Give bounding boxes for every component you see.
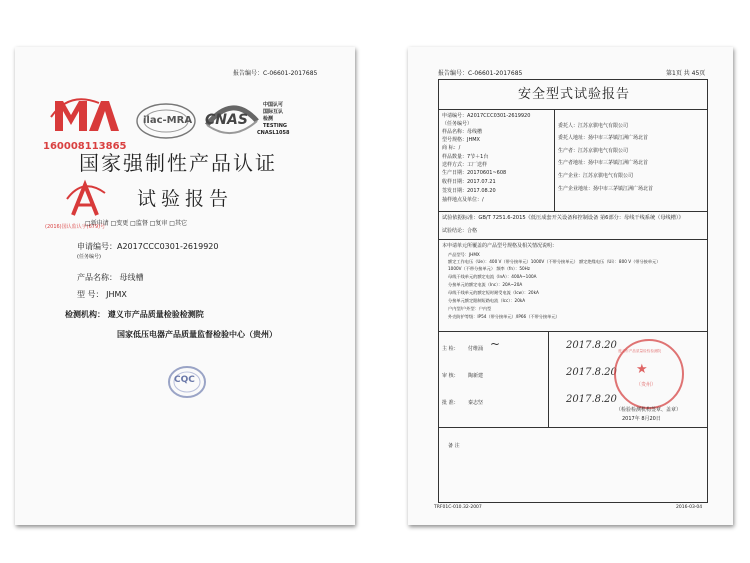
scope-divider [438, 331, 707, 332]
footer-left: TRF01C-010.32-2007 [434, 505, 482, 510]
left-field: 收样日期：2017.07.21 [442, 179, 496, 185]
cover-subtitle: 试验报告 [137, 188, 234, 210]
right-field: 生产企业：江苏京骐电气有限公司 [558, 173, 634, 179]
ilac-label: ilac-MRA [143, 115, 193, 126]
sig-name: 秦志坚 [468, 400, 484, 406]
cal-logo [63, 179, 109, 221]
cover-page [15, 47, 355, 525]
stamp-label: （检验检测机构签章、盖章） [616, 407, 682, 413]
signature-divider [438, 427, 707, 428]
cnas-text-2: 国际互认 [263, 109, 284, 115]
left-field: 样品数量：7节＋1台 [442, 154, 489, 160]
cnas-text-3: 检测 [263, 116, 274, 122]
footer-right: 2016-03-04 [676, 505, 703, 510]
cover-agency: 检测机构： 遵义市产品质量检验检测院 [65, 310, 204, 319]
cnas-number: CNASL1058 [257, 130, 290, 136]
cover-product-name: 产品名称： 母线槽 [77, 273, 144, 282]
sig-date: 2017.8.20 [566, 394, 617, 405]
left-field: 申请编号：A2017CCC0301-2619920 [442, 113, 531, 119]
scope-line: 额定工作电压（Ue）：400 V（带分接单元）1000V（不带分接单元） 额定绝缘电压（Ui）：800 V（带分接单元） [448, 259, 661, 264]
scope-line: 母线干线单元的额定短时耐受电流（Icw）：20kA [448, 290, 539, 295]
right-field: 委托人地址：扬中市三茅镇江洲广场北首 [558, 135, 649, 141]
report-page [408, 47, 733, 525]
stamp-date: 2017年 8月20日 [622, 416, 661, 422]
stamp-star-icon: ★ [636, 362, 648, 377]
left-field: 抽样地点及单位：/ [442, 197, 484, 203]
left-field: 样品名称：母线槽 [442, 129, 483, 135]
cma-logo [49, 97, 121, 139]
report-number: 报告编号：C-06601-2017685 [438, 70, 523, 77]
conclusion-divider [438, 239, 707, 240]
checkbox-row: □新申请 □变更 □监督 □复审 □其它 [85, 220, 187, 227]
cover-app-number: 申请编号：A2017CCC0301-2619920 [77, 242, 219, 251]
test-conclusion: 试验结论：合格 [442, 228, 478, 234]
cover-title: 国家强制性产品认证 [79, 151, 277, 175]
cqc-label: CQC [174, 375, 195, 385]
scope-title: 本申请单元所覆盖的产品型号规格及相关情况说明： [442, 243, 558, 249]
stamp-sub: （贵州） [636, 382, 657, 388]
sig-role: 审 核： [442, 373, 459, 379]
sig-name: 陶新建 [468, 373, 484, 379]
remarks-label: 备 注 [448, 443, 460, 449]
cnas-text-4: TESTING [263, 123, 287, 129]
cover-task-number: (任务编号) [77, 254, 101, 260]
scope-line: 分接单元的额定电流（Inc）：20A~20A [448, 282, 523, 287]
sig-name: 付维涌 [468, 346, 484, 352]
scope-line: 母线干线单元的额定电流（InA）：400A~100A [448, 274, 537, 279]
scope-line: 外壳防护等级：IP54（带分接单元）/IP66（不带分接单元） [448, 314, 560, 319]
right-field: 委托人：江苏京骐电气有限公司 [558, 123, 629, 129]
left-field: 签发日期：2017.08.20 [442, 188, 496, 194]
report-title: 安全型式试验报告 [518, 87, 631, 102]
scope-line: 1000V（不带分接单元） 频率（fn）：50Hz [448, 266, 530, 271]
stamp-text: 遵义市产品质量检验检测院 [618, 349, 662, 353]
cma-number: 160008113865 [43, 141, 127, 152]
scope-line: 分接单元额定限制短路电流（Icc）：20kA [448, 298, 526, 303]
info-divider [438, 211, 707, 212]
signature-column-divider [548, 331, 549, 427]
right-field: 生产企业地址：扬中市三茅镇江洲广场北首 [558, 186, 654, 192]
cover-model: 型 号： JHMX [77, 290, 127, 299]
cover-center: 国家低压电器产品质量监督检验中心（贵州） [117, 330, 277, 339]
sig-date: 2017.8.20 [566, 367, 617, 378]
scope-line: 户内型/户外型：户内型 [448, 306, 492, 311]
page-number: 第1页 共 45页 [666, 70, 706, 77]
cnas-text-1: 中国认可 [263, 102, 284, 108]
right-field: 生产者：江苏京骐电气有限公司 [558, 148, 629, 154]
signature-1: ~ [490, 337, 501, 351]
left-field: （任务编号） [442, 121, 473, 127]
left-field: 生产日期：20170601~608 [442, 170, 507, 176]
cal-number: (2016)国认监认字(679)号 [45, 224, 106, 230]
sig-role: 批 准： [442, 400, 459, 406]
left-field: 送样方式：工厂送样 [442, 162, 488, 168]
left-field: 型号规格：JHMX [442, 137, 480, 143]
cover-report-number: 报告编号：C-06601-2017685 [233, 70, 318, 77]
sig-role: 主 检： [442, 346, 459, 352]
scope-line: 产品型号：JHMX [448, 252, 480, 257]
sig-date: 2017.8.20 [566, 340, 617, 351]
left-field: 商 标：/ [442, 145, 461, 151]
title-divider [438, 109, 707, 110]
info-column-divider [554, 109, 555, 211]
right-field: 生产者地址：扬中市三茅镇江洲广场北首 [558, 160, 649, 166]
cnas-label: CNAS [205, 112, 248, 128]
test-basis: 试验依据标准：GB/T 7251.6-2015《低压成套开关设备和控制设备 第6部分：母线干线系统（母线槽）》 [442, 215, 684, 221]
